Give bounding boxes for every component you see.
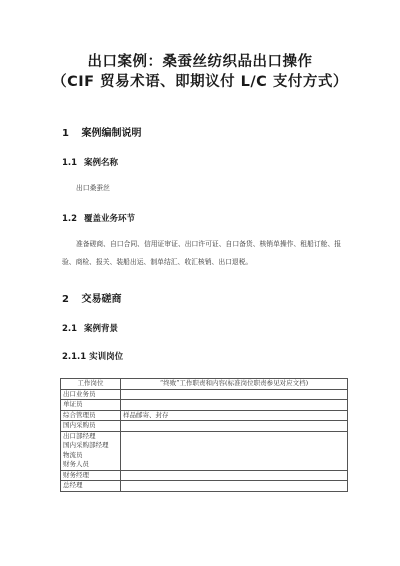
roles-table-body: [61, 389, 348, 491]
role-name: 出口业务员: [63, 389, 96, 398]
document-title: 出口案例：桑蚕丝纺织品出口操作: [87, 54, 313, 70]
subsection-heading-2-1-1: [62, 350, 123, 362]
section-label: 案例编制说明: [81, 128, 142, 139]
table-row: [61, 431, 348, 470]
subsection-label: 实训岗位: [89, 352, 124, 362]
role-name: 国内采购部经理: [63, 441, 109, 449]
section-label: 交易磋商: [81, 294, 122, 305]
role-cell: [61, 481, 121, 492]
duty-cell: [121, 481, 348, 492]
duty-cell: [121, 421, 348, 432]
section-number: 1: [62, 128, 69, 139]
role-cell: [61, 421, 121, 432]
role-name: 财务经理: [63, 470, 89, 479]
column-header-duty: “终败”工作职责和内容(标准岗位职责参见对应文档): [121, 379, 348, 390]
role-name: 单证员: [63, 400, 83, 408]
case-name-text: 出口桑蚕丝: [76, 184, 110, 192]
role-name: 物流员: [63, 450, 83, 459]
table-row: [61, 410, 348, 421]
table-header-row: [61, 379, 348, 390]
subsection-heading-1-2: [62, 212, 135, 224]
role-cell: [61, 470, 121, 481]
table-row: [61, 389, 348, 400]
column-header-role: 工作岗位: [61, 379, 121, 390]
role-cell: [61, 389, 121, 400]
business-steps-paragraph: 准备磋商、自口合同、信用证审证、出口许可证、自口备货、核销单操作、租船订舱、报验、商检、报关、装船出运、制单结汇、收汇核销、出口退税。: [62, 240, 342, 266]
table-row: [61, 400, 348, 411]
role-name: 总经理: [63, 481, 83, 489]
section-number: 2: [62, 294, 69, 305]
subsection-label: 案例名称: [84, 158, 119, 168]
table-row: [61, 481, 348, 492]
subsection-number: 2.1.1: [62, 352, 87, 362]
duty-cell: [121, 431, 348, 470]
subsection-label: 案例背景: [84, 324, 119, 334]
role-name: 财务人员: [63, 460, 89, 468]
duty-cell: [121, 470, 348, 481]
duty-cell: 样品邮寄、封存: [121, 410, 348, 421]
subsection-number: 2.1: [62, 324, 78, 334]
table-row: [61, 421, 348, 432]
document-subtitle: （CIF 贸易术语、即期议付 L/C 支付方式）: [52, 74, 348, 90]
subsection-label: 覆盖业务环节: [84, 214, 136, 224]
role-cell: [61, 410, 121, 421]
table-row: [61, 470, 348, 481]
duty-cell: [121, 389, 348, 400]
role-name: 出口部经理: [63, 431, 96, 440]
roles-table: [60, 378, 348, 492]
subsection-heading-1-1: [62, 156, 118, 168]
role-cell: [61, 400, 121, 411]
role-cell: [61, 431, 121, 470]
subsection-number: 1.1: [62, 158, 78, 168]
section-heading-2: [62, 290, 121, 305]
duty-cell: [121, 400, 348, 411]
subsection-number: 1.2: [62, 214, 78, 224]
section-heading-1: [62, 124, 141, 139]
role-name: 国内采购员: [63, 421, 96, 429]
subsection-heading-2-1: [62, 322, 118, 334]
role-name: 综合管理员: [63, 410, 96, 419]
